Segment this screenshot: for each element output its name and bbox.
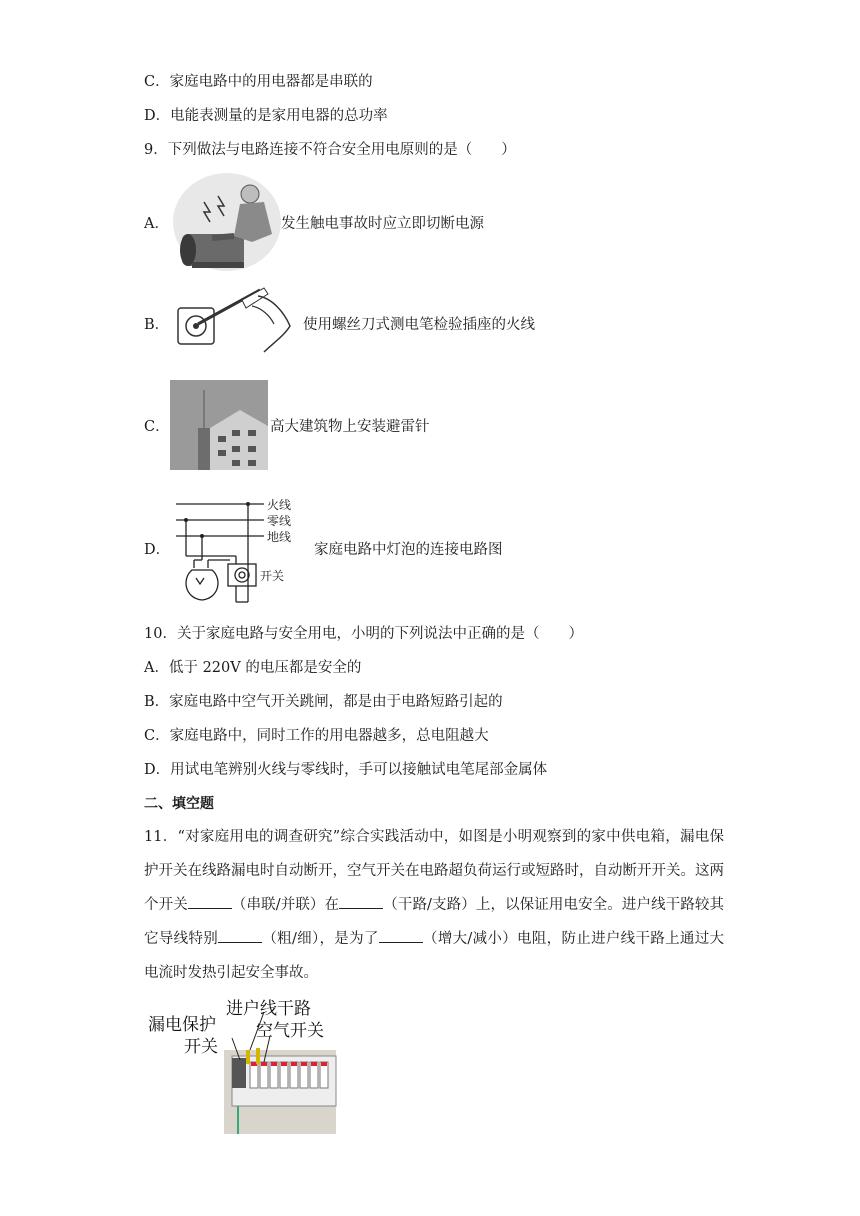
q11-paragraph — [144, 820, 724, 990]
fig-label-air: 空气开关 — [256, 1021, 324, 1041]
q10-option-c: C．家庭电路中，同时工作的用电器越多，总电阻越大 — [144, 728, 489, 744]
q9-option-a-text: 发生触电事故时应立即切断电源 — [281, 216, 484, 232]
q11-blank-4[interactable] — [379, 926, 423, 943]
q9-c-lightning-rod-image — [170, 380, 268, 470]
q9-option-c-letter: C． — [144, 419, 170, 435]
q9-b-test-pen-image — [172, 286, 296, 354]
q10-option-b: B．家庭电路中空气开关跳闸，都是由于电路短路引起的 — [144, 694, 503, 710]
q11-blank-3[interactable] — [218, 926, 262, 943]
q9-option-c-text: 高大建筑物上安装避雷针 — [270, 419, 430, 435]
q11-distribution-box-image — [144, 998, 344, 1136]
q11-text-4: （粗/细），是为了 — [262, 931, 379, 947]
q9-stem: 9．下列做法与电路连接不符合安全用电原则的是（ ） — [144, 142, 516, 158]
circuit-label-switch: 开关 — [260, 569, 285, 583]
q9-option-b-letter: B． — [144, 317, 170, 333]
q9-option-a-letter: A． — [144, 216, 169, 232]
q10-option-a: A．低于 220V 的电压都是安全的 — [144, 660, 362, 676]
q11-text-3: （干路/支路）上，以保证用电安全。进户线干路较其它导线特别 — [144, 897, 725, 947]
q10-option-d: D．用试电笔辨别火线与零线时，手可以接触试电笔尾部金属体 — [144, 762, 548, 778]
q9-d-circuit-diagram — [172, 494, 312, 606]
q11-blank-2[interactable] — [339, 892, 383, 909]
circuit-label-live: 火线 — [267, 498, 292, 512]
section-title: 二、填空题 — [144, 796, 214, 812]
q9-option-d-text: 家庭电路中灯泡的连接电路图 — [314, 542, 503, 558]
fig-label-leak-2: 开关 — [184, 1037, 218, 1057]
q10-stem: 10．关于家庭电路与安全用电，小明的下列说法中正确的是（ ） — [144, 626, 583, 642]
q8-option-c: C．家庭电路中的用电器都是串联的 — [144, 74, 373, 90]
q11-text-5: （增大/减小）电阻，防止进户线干路上通过大电流时发热引起安全事故。 — [144, 931, 725, 981]
q9-option-b-text: 使用螺丝刀式测电笔检验插座的火线 — [303, 317, 535, 333]
q11-blank-1[interactable] — [188, 892, 232, 909]
fig-label-main: 进户线干路 — [226, 999, 311, 1019]
q8-option-d: D．电能表测量的是家用电器的总功率 — [144, 108, 388, 124]
q11-text-1: 11．“对家庭用电的调查研究”综合实践活动中，如图是小明观察到的家中供电箱，漏电保护开关在线路漏电时自动断开，空气开关在电路超负荷运行或短路时，自动断开开关。这两个开关 — [144, 829, 724, 913]
q9-option-d-letter: D． — [144, 542, 171, 558]
fig-label-leak-1: 漏电保护 — [148, 1015, 216, 1035]
circuit-label-neutral: 零线 — [267, 514, 292, 528]
q9-a-electric-shock-image — [172, 172, 282, 272]
circuit-label-ground: 地线 — [267, 530, 292, 544]
q11-text-2: （串联/并联）在 — [231, 897, 340, 913]
